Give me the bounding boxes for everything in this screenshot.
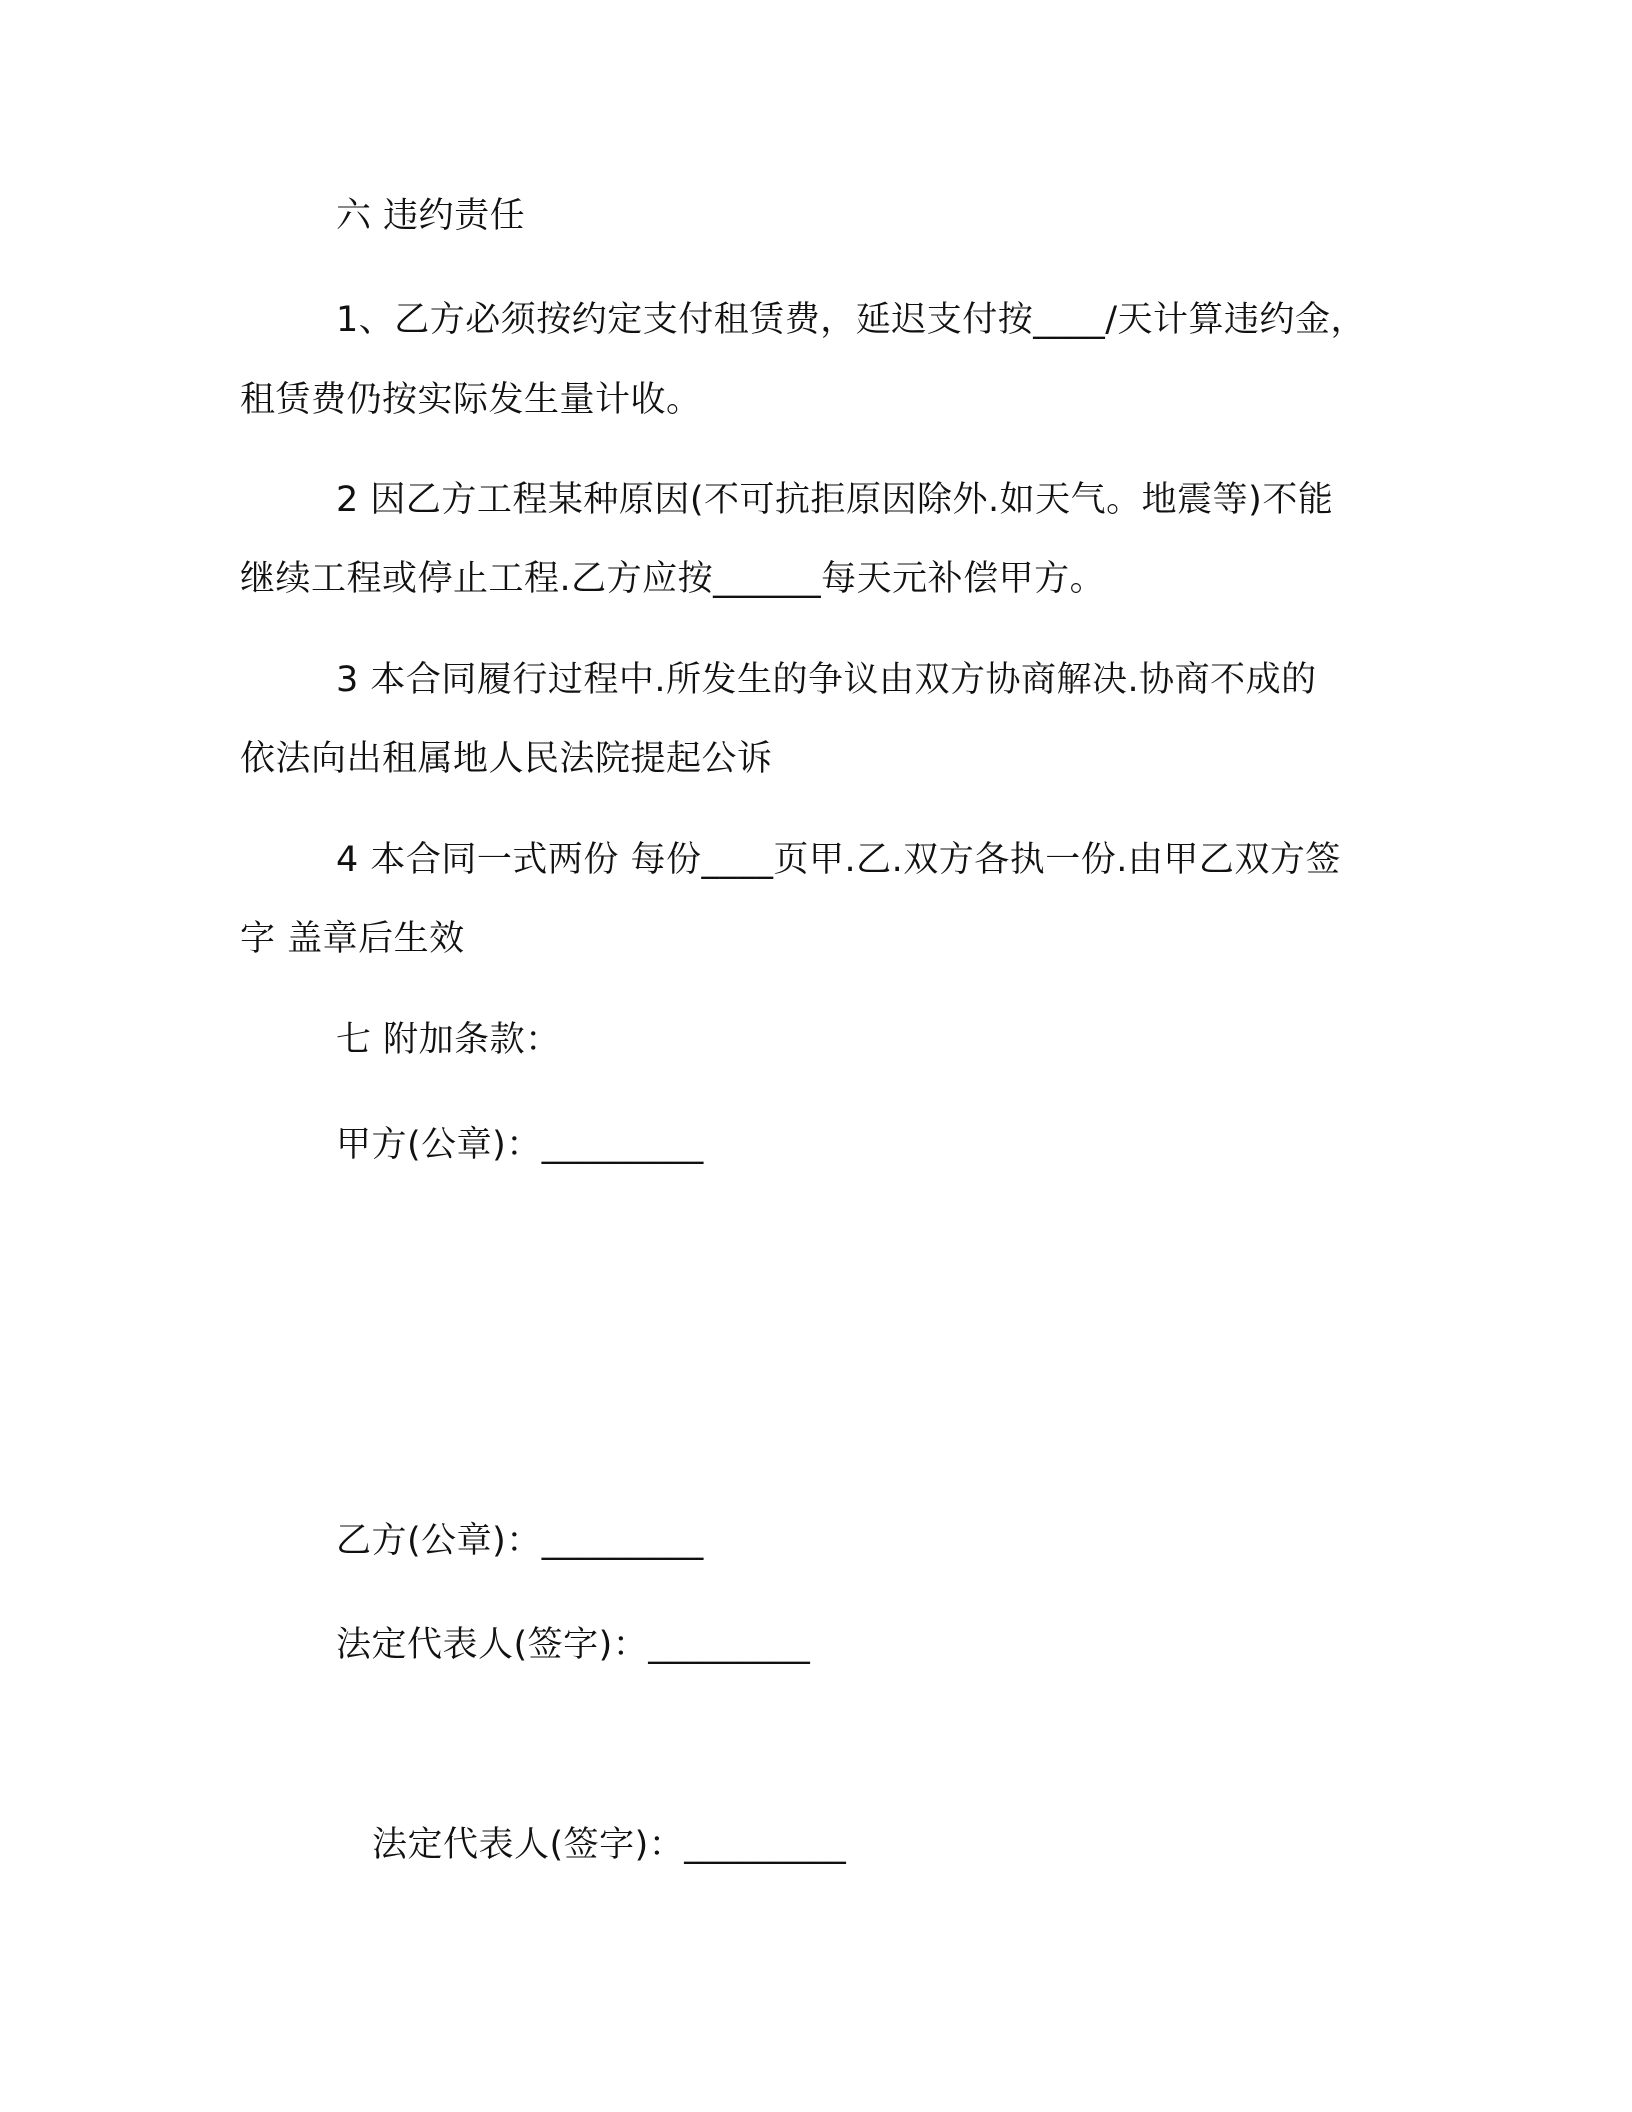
- party-b-seal-field: 乙方(公章)：_________: [336, 1521, 704, 1561]
- clause-1-line-2: 租赁费仍按实际发生量计收。: [240, 380, 702, 420]
- clause-3-line-1: 3 本合同履行过程中.所发生的争议由双方协商解决.协商不成的: [336, 660, 1317, 700]
- legal-representative-signature-field: 法定代表人(签字)：_________: [336, 1625, 811, 1665]
- clause-2-line-2: 继续工程或停止工程.乙方应按______每天元补偿甲方。: [240, 559, 1106, 599]
- clause-1-line-1: 1、乙方必须按约定支付租赁费，延迟支付按____/天计算违约金，: [336, 300, 1367, 340]
- legal-representative-signature-field-2: 法定代表人(签字)：_________: [372, 1825, 847, 1865]
- clause-4-line-2: 字 盖章后生效: [240, 919, 465, 959]
- clause-2-line-1: 2 因乙方工程某种原因(不可抗拒原因除外.如天气。地震等)不能: [336, 480, 1334, 520]
- clause-3-line-2: 依法向出租属地人民法院提起公诉: [240, 739, 773, 779]
- party-a-seal-field: 甲方(公章)：_________: [336, 1125, 704, 1165]
- clause-4-line-1: 4 本合同一式两份 每份____页甲.乙.双方各执一份.由甲乙双方签: [336, 840, 1341, 880]
- section-heading-additional-terms: 七 附加条款：: [336, 1020, 561, 1060]
- section-heading-breach-liability: 六 违约责任: [336, 196, 526, 236]
